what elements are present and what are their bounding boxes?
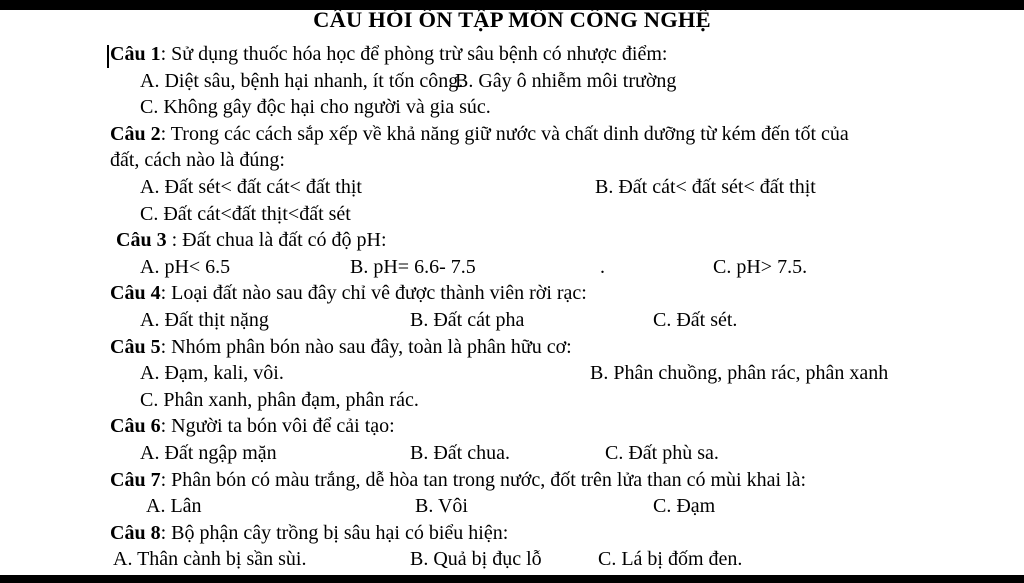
question-stem-line: [0, 227, 1024, 254]
question-text: Câu 1: Sử dụng thuốc hóa học để phòng trừ sâu bệnh có nhược điểm:: [110, 43, 668, 65]
question-text-continued: đất, cách nào là đúng:: [110, 149, 285, 172]
answer-option: B. Phân chuồng, phân rác, phân xanh: [590, 362, 889, 385]
answer-option: B. Gây ô nhiễm môi trường: [455, 69, 677, 92]
question-text: Câu 8: Bộ phận cây trồng bị sâu hại có biểu hiện:: [110, 521, 509, 544]
answer-option: A. Thân cành bị sần sùi.: [113, 548, 307, 571]
answer-option: C. Đất phù sa.: [605, 441, 719, 464]
question-continuation-line: [0, 147, 1024, 174]
bottom-black-bar: [0, 575, 1024, 583]
question-number-label: Câu 7: [110, 468, 161, 491]
document-lines: [0, 41, 1024, 573]
answer-option: C. Đất cát<đất thịt<đất sét: [140, 202, 351, 225]
options-line: [0, 440, 1024, 467]
question-stem-line: [0, 121, 1024, 148]
question-number-label: Câu 3: [116, 229, 167, 252]
question-stem-line: [0, 280, 1024, 307]
page-title: CÂU HỎI ÔN TẬP MÔN CÔNG NGHỆ: [313, 7, 711, 32]
answer-option: C. Không gây độc hại cho người và gia súc.: [140, 96, 491, 119]
question-stem-line: [0, 413, 1024, 440]
question-stem-line: [0, 41, 1024, 68]
options-line: [0, 360, 1024, 387]
question-number-label: Câu 1: [110, 43, 161, 65]
question-stem-line: [0, 467, 1024, 494]
options-line: [0, 307, 1024, 334]
options-line: [0, 387, 1024, 414]
question-stem-line: [0, 520, 1024, 547]
options-line: [0, 254, 1024, 281]
answer-option: A. Lân: [146, 495, 202, 518]
question-text: Câu 6: Người ta bón vôi để cải tạo:: [110, 415, 395, 438]
question-number-label: Câu 4: [110, 282, 161, 305]
question-text: Câu 4: Loại đất nào sau đây chỉ vê được thành viên rời rạc:: [110, 282, 587, 305]
answer-option: C. Đất sét.: [653, 308, 738, 331]
options-line: [0, 493, 1024, 520]
question-text: Câu 3 : Đất chua là đất có độ pH:: [116, 229, 387, 252]
answer-option: C. pH> 7.5.: [713, 255, 808, 278]
options-line: [0, 546, 1024, 573]
options-line: [0, 94, 1024, 121]
answer-option: A. Đất thịt nặng: [140, 308, 269, 331]
answer-option: .: [600, 255, 605, 278]
answer-option: C. Lá bị đốm đen.: [598, 548, 743, 571]
options-line: [0, 174, 1024, 201]
answer-option: C. Phân xanh, phân đạm, phân rác.: [140, 388, 419, 411]
question-number-label: Câu 2: [110, 122, 161, 145]
answer-option: B. pH= 6.6- 7.5: [350, 255, 476, 278]
answer-option: A. pH< 6.5: [140, 255, 231, 278]
answer-option: B. Đất cát pha: [410, 308, 525, 331]
answer-option: B. Vôi: [415, 495, 468, 518]
answer-option: B. Quả bị đục lỗ: [410, 548, 542, 571]
question-text: Câu 5: Nhóm phân bón nào sau đây, toàn là phân hữu cơ:: [110, 335, 572, 358]
question-stem-line: [0, 334, 1024, 361]
answer-option: B. Đất chua.: [410, 441, 510, 464]
options-line: [0, 68, 1024, 95]
answer-option: A. Đất sét< đất cát< đất thịt: [140, 175, 362, 198]
question-number-label: Câu 8: [110, 521, 161, 544]
answer-option: A. Đạm, kali, vôi.: [140, 362, 284, 385]
answer-option: C. Đạm: [653, 495, 716, 518]
answer-option: A. Diệt sâu, bệnh hại nhanh, ít tốn công.: [140, 69, 464, 92]
options-line: [0, 201, 1024, 228]
question-number-label: Câu 6: [110, 415, 161, 438]
question-text: Câu 7: Phân bón có màu trắng, dễ hòa tan trong nước, đốt trên lửa than có mùi khai là:: [110, 468, 807, 491]
question-number-label: Câu 5: [110, 335, 161, 358]
answer-option: B. Đất cát< đất sét< đất thịt: [595, 175, 816, 198]
answer-option: A. Đất ngập mặn: [140, 441, 277, 464]
question-text: Câu 2: Trong các cách sắp xếp về khả năng giữ nước và chất dinh dưỡng từ kém đến tốt của: [110, 122, 849, 145]
